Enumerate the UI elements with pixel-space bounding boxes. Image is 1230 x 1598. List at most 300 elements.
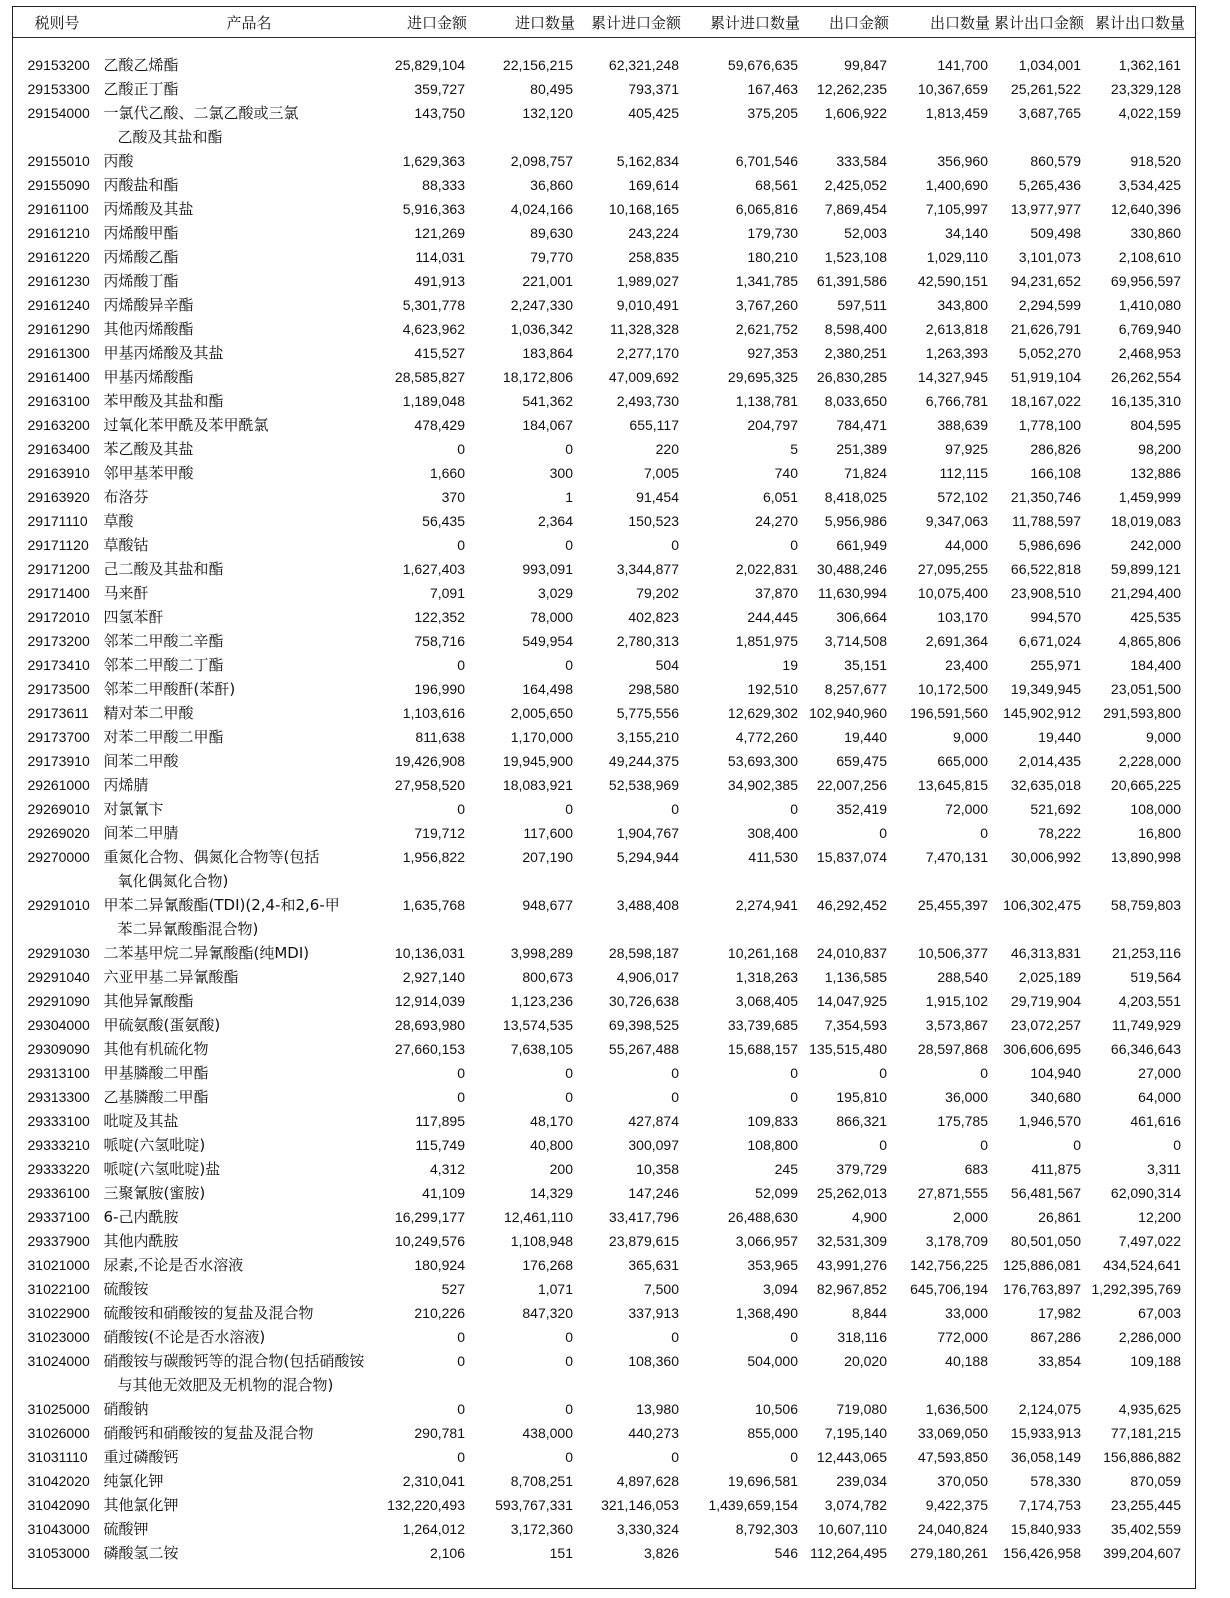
export-value-cell: 26,830,285 <box>816 368 887 385</box>
header-import-value: 进口金额 <box>406 13 467 32</box>
cumulative-import-quantity-cell: 3,068,405 <box>735 992 798 1009</box>
export-value-cell: 333,584 <box>836 152 887 169</box>
cumulative-export-value-cell: 15,933,913 <box>1010 1424 1081 1441</box>
product-name-line: 乙酸及其盐和酯 <box>117 127 223 146</box>
product-name-cell <box>101 341 381 365</box>
product-name-line: 一氯代乙酸、二氯乙酸或三氯 <box>103 103 299 122</box>
import-quantity-cell: 7,638,105 <box>510 1040 573 1057</box>
table-row <box>13 509 1195 533</box>
export-value-cell: 4,900 <box>851 1208 887 1225</box>
import-quantity-cell: 78,000 <box>530 608 573 625</box>
cumulative-import-quantity-cell: 33,739,685 <box>727 1016 798 1033</box>
cumulative-import-value-cell: 150,523 <box>628 512 679 529</box>
import-quantity-cell: 3,172,360 <box>510 1520 573 1537</box>
import-value-cell: 0 <box>457 1064 465 1081</box>
tariff-code-cell: 31042020 <box>27 1472 90 1489</box>
product-name-cell <box>101 773 381 797</box>
export-quantity-cell: 370,050 <box>937 1472 988 1489</box>
cumulative-export-value-cell: 21,350,746 <box>1010 488 1081 505</box>
cumulative-export-quantity-cell: 6,769,940 <box>1118 320 1181 337</box>
import-value-cell: 25,829,104 <box>394 56 465 73</box>
export-quantity-cell: 10,367,659 <box>917 80 988 97</box>
cumulative-import-value-cell: 7,005 <box>643 464 679 481</box>
cumulative-import-quantity-cell: 3,094 <box>762 1280 798 1297</box>
cumulative-export-value-cell: 80,501,050 <box>1010 1232 1081 1249</box>
tariff-code-cell: 29161240 <box>27 296 90 313</box>
import-quantity-cell: 2,098,757 <box>510 152 573 169</box>
product-name-cell <box>101 893 381 941</box>
cumulative-export-value-cell: 521,692 <box>1030 800 1081 817</box>
tariff-code-cell: 29291090 <box>27 992 90 1009</box>
cumulative-export-value-cell: 56,481,567 <box>1010 1184 1081 1201</box>
cumulative-import-value-cell: 427,874 <box>628 1112 679 1129</box>
export-quantity-cell: 2,613,818 <box>925 320 988 337</box>
header-cumulative-import-value: 累计进口金额 <box>590 13 681 32</box>
product-name-line: 马来酐 <box>103 583 149 602</box>
table-row <box>13 941 1195 965</box>
cumulative-export-quantity-cell: 4,935,625 <box>1118 1400 1181 1417</box>
cumulative-import-value-cell: 300,097 <box>628 1136 679 1153</box>
export-quantity-cell: 25,455,397 <box>917 896 988 913</box>
import-value-cell: 1,956,822 <box>402 848 465 865</box>
cumulative-import-quantity-cell: 0 <box>790 800 798 817</box>
cumulative-export-value-cell: 23,908,510 <box>1010 584 1081 601</box>
cumulative-export-quantity-cell: 425,535 <box>1130 608 1181 625</box>
cumulative-import-value-cell: 0 <box>671 1064 679 1081</box>
cumulative-export-quantity-cell: 918,520 <box>1130 152 1181 169</box>
export-quantity-cell: 1,636,500 <box>925 1400 988 1417</box>
export-quantity-cell: 2,691,364 <box>925 632 988 649</box>
cumulative-import-quantity-cell: 15,688,157 <box>727 1040 798 1057</box>
product-name-line: 纯氯化钾 <box>103 1471 164 1490</box>
import-quantity-cell: 176,268 <box>522 1256 573 1273</box>
cumulative-export-quantity-cell: 62,090,314 <box>1110 1184 1181 1201</box>
cumulative-export-quantity-cell: 519,564 <box>1130 968 1181 985</box>
product-name-line: 草酸钴 <box>103 535 149 554</box>
cumulative-export-value-cell: 994,570 <box>1030 608 1081 625</box>
export-value-cell: 3,714,508 <box>824 632 887 649</box>
product-name-line: 邻苯二甲酸酐(苯酐) <box>103 679 236 698</box>
import-value-cell: 4,312 <box>429 1160 465 1177</box>
export-quantity-cell: 9,347,063 <box>925 512 988 529</box>
export-quantity-cell: 772,000 <box>937 1328 988 1345</box>
import-quantity-cell: 200 <box>549 1160 573 1177</box>
export-value-cell: 8,257,677 <box>824 680 887 697</box>
product-name-line: 丙烯酸丁酯 <box>103 271 179 290</box>
product-name-line: 6-己内酰胺 <box>103 1207 179 1226</box>
table-row <box>13 1013 1195 1037</box>
cumulative-import-quantity-cell: 0 <box>790 1328 798 1345</box>
export-value-cell: 661,949 <box>836 536 887 553</box>
export-value-cell: 10,607,110 <box>817 1520 887 1537</box>
export-quantity-cell: 343,800 <box>937 296 988 313</box>
import-quantity-cell: 12,461,110 <box>503 1208 573 1225</box>
table-row <box>13 1157 1195 1181</box>
cumulative-export-value-cell: 509,498 <box>1030 224 1081 241</box>
cumulative-import-value-cell: 23,879,615 <box>608 1232 679 1249</box>
cumulative-export-value-cell: 6,671,024 <box>1018 632 1081 649</box>
table-row <box>13 1493 1195 1517</box>
cumulative-export-quantity-cell: 2,468,953 <box>1118 344 1181 361</box>
import-value-cell: 527 <box>441 1280 465 1297</box>
cumulative-export-quantity-cell: 1,362,161 <box>1118 56 1181 73</box>
product-name-line: 间苯二甲酸 <box>103 751 179 770</box>
cumulative-export-quantity-cell: 69,956,597 <box>1110 272 1181 289</box>
cumulative-export-value-cell: 32,635,018 <box>1010 776 1081 793</box>
tariff-code-cell: 31053000 <box>27 1544 90 1561</box>
cumulative-import-quantity-cell: 2,274,941 <box>735 896 798 913</box>
cumulative-export-quantity-cell: 20,665,225 <box>1110 776 1181 793</box>
import-quantity-cell: 948,677 <box>522 896 573 913</box>
export-value-cell: 0 <box>879 1064 887 1081</box>
cumulative-export-value-cell: 860,579 <box>1030 152 1081 169</box>
table-row <box>13 1469 1195 1493</box>
table-row <box>13 1517 1195 1541</box>
export-quantity-cell: 141,700 <box>937 56 988 73</box>
table-row <box>13 1229 1195 1253</box>
import-value-cell: 2,310,041 <box>402 1472 465 1489</box>
table-row <box>13 797 1195 821</box>
export-quantity-cell: 112,115 <box>939 464 988 481</box>
cumulative-export-value-cell: 2,025,189 <box>1018 968 1081 985</box>
cumulative-export-value-cell: 0 <box>1073 1136 1081 1153</box>
export-quantity-cell: 14,327,945 <box>917 368 988 385</box>
import-quantity-cell: 0 <box>565 1352 573 1369</box>
export-value-cell: 52,003 <box>844 224 887 241</box>
tariff-code-cell: 29161100 <box>27 200 89 217</box>
table-row <box>13 701 1195 725</box>
import-quantity-cell: 2,005,650 <box>510 704 573 721</box>
import-value-cell: 491,913 <box>414 272 465 289</box>
cumulative-export-value-cell: 15,840,933 <box>1010 1520 1081 1537</box>
import-value-cell: 1,660 <box>429 464 465 481</box>
tariff-code-cell: 29153300 <box>27 80 90 97</box>
cumulative-export-value-cell: 13,977,977 <box>1010 200 1081 217</box>
import-value-cell: 56,435 <box>422 512 465 529</box>
import-value-cell: 115,749 <box>415 1136 465 1153</box>
cumulative-export-value-cell: 19,349,945 <box>1010 680 1081 697</box>
export-value-cell: 12,443,065 <box>816 1448 887 1465</box>
tariff-code-cell: 29163910 <box>27 464 90 481</box>
cumulative-export-value-cell: 156,426,958 <box>1003 1544 1081 1561</box>
cumulative-import-quantity-cell: 0 <box>790 536 798 553</box>
product-name-line: 丙酸盐和酯 <box>103 175 179 194</box>
cumulative-export-quantity-cell: 4,022,159 <box>1118 104 1181 121</box>
cumulative-import-quantity-cell: 375,205 <box>747 104 798 121</box>
cumulative-export-value-cell: 18,167,022 <box>1010 392 1081 409</box>
export-value-cell: 22,007,256 <box>816 776 887 793</box>
cumulative-export-value-cell: 21,626,791 <box>1010 320 1081 337</box>
product-name-cell <box>101 437 381 461</box>
table-row <box>13 677 1195 701</box>
export-value-cell: 659,475 <box>836 752 887 769</box>
product-name-line: 四氢苯酐 <box>103 607 164 626</box>
table-row <box>13 365 1195 389</box>
cumulative-export-value-cell: 66,522,818 <box>1010 560 1081 577</box>
import-quantity-cell: 1,071 <box>537 1280 573 1297</box>
product-name-line: 重过磷酸钙 <box>103 1447 179 1466</box>
product-name-line: 其他内酰胺 <box>103 1231 179 1250</box>
product-name-cell <box>101 317 381 341</box>
tariff-code-cell: 29261000 <box>27 776 90 793</box>
table-row <box>13 245 1195 269</box>
table-row <box>13 989 1195 1013</box>
export-quantity-cell: 196,591,560 <box>910 704 988 721</box>
import-value-cell: 122,352 <box>414 608 465 625</box>
cumulative-export-quantity-cell: 291,593,800 <box>1103 704 1181 721</box>
export-value-cell: 1,523,108 <box>824 248 887 265</box>
export-quantity-cell: 24,040,824 <box>917 1520 988 1537</box>
import-quantity-cell: 3,029 <box>537 584 573 601</box>
import-quantity-cell: 0 <box>565 1328 573 1345</box>
cumulative-import-value-cell: 108,360 <box>628 1352 679 1369</box>
export-value-cell: 597,511 <box>837 296 887 313</box>
export-value-cell: 0 <box>879 824 887 841</box>
export-quantity-cell: 34,140 <box>945 224 988 241</box>
product-name-line: 对氯氰卞 <box>103 799 164 818</box>
cumulative-export-value-cell: 30,006,992 <box>1010 848 1081 865</box>
cumulative-import-quantity-cell: 59,676,635 <box>727 56 798 73</box>
import-value-cell: 5,301,778 <box>402 296 465 313</box>
cumulative-import-value-cell: 655,117 <box>629 416 679 433</box>
tariff-code-cell: 31025000 <box>27 1400 90 1417</box>
product-name-line: 丙烯酸异辛酯 <box>103 295 194 314</box>
cumulative-import-quantity-cell: 24,270 <box>755 512 798 529</box>
cumulative-export-quantity-cell: 242,000 <box>1130 536 1181 553</box>
cumulative-import-quantity-cell: 204,797 <box>747 416 798 433</box>
import-quantity-cell: 80,495 <box>530 80 573 97</box>
product-name-line: 哌啶(六氢吡啶) <box>103 1135 206 1154</box>
tariff-code-cell: 31022100 <box>27 1280 90 1297</box>
cumulative-import-quantity-cell: 546 <box>774 1544 798 1561</box>
cumulative-import-quantity-cell: 3,066,957 <box>735 1232 798 1249</box>
product-name-cell <box>101 149 381 173</box>
product-name-cell <box>101 1229 381 1253</box>
product-name-cell <box>101 725 381 749</box>
cumulative-import-value-cell: 793,371 <box>628 80 679 97</box>
table-row <box>13 221 1195 245</box>
cumulative-export-value-cell: 11,788,597 <box>1011 512 1081 529</box>
product-name-cell <box>101 1013 381 1037</box>
tariff-code-cell: 29163920 <box>27 488 90 505</box>
tariff-code-cell: 29336100 <box>27 1184 90 1201</box>
import-quantity-cell: 22,156,215 <box>502 56 573 73</box>
product-name-line: 草酸 <box>103 511 134 530</box>
import-quantity-cell: 14,329 <box>530 1184 573 1201</box>
table-row <box>13 53 1195 77</box>
product-name-cell <box>101 1493 381 1517</box>
product-name-line: 哌啶(六氢吡啶)盐 <box>103 1159 221 1178</box>
product-name-cell <box>101 605 381 629</box>
cumulative-export-value-cell: 306,606,695 <box>1003 1040 1081 1057</box>
export-value-cell: 25,262,013 <box>816 1184 887 1201</box>
import-quantity-cell: 300 <box>549 464 573 481</box>
cumulative-export-value-cell: 36,058,149 <box>1010 1448 1081 1465</box>
tariff-code-cell: 29173410 <box>27 656 90 673</box>
export-quantity-cell: 1,813,459 <box>925 104 988 121</box>
import-quantity-cell: 13,574,535 <box>502 1016 573 1033</box>
product-name-line: 重氮化合物、偶氮化合物等(包括 <box>103 847 320 866</box>
cumulative-export-value-cell: 78,222 <box>1038 824 1081 841</box>
table-row <box>13 101 1195 149</box>
cumulative-import-value-cell: 0 <box>671 1448 679 1465</box>
cumulative-import-value-cell: 5,775,556 <box>616 704 679 721</box>
export-value-cell: 7,869,454 <box>824 200 887 217</box>
table-row <box>13 461 1195 485</box>
cumulative-export-quantity-cell: 66,346,643 <box>1110 1040 1181 1057</box>
import-value-cell: 1,189,048 <box>402 392 465 409</box>
cumulative-import-quantity-cell: 740 <box>774 464 798 481</box>
export-quantity-cell: 175,785 <box>937 1112 988 1129</box>
import-quantity-cell: 19,945,900 <box>502 752 573 769</box>
import-quantity-cell: 117,600 <box>523 824 573 841</box>
cumulative-import-quantity-cell: 167,463 <box>747 80 798 97</box>
table-row <box>13 725 1195 749</box>
cumulative-import-value-cell: 55,267,488 <box>608 1040 679 1057</box>
product-name-cell <box>101 821 381 845</box>
import-value-cell: 478,429 <box>414 416 465 433</box>
import-quantity-cell: 0 <box>565 1400 573 1417</box>
cumulative-import-value-cell: 3,826 <box>643 1544 679 1561</box>
cumulative-import-quantity-cell: 12,629,302 <box>727 704 798 721</box>
cumulative-export-value-cell: 25,261,522 <box>1010 80 1081 97</box>
product-name-cell <box>101 101 381 149</box>
export-value-cell: 866,321 <box>836 1112 887 1129</box>
cumulative-import-value-cell: 62,321,248 <box>608 56 679 73</box>
import-quantity-cell: 541,362 <box>522 392 573 409</box>
cumulative-export-quantity-cell: 108,000 <box>1130 800 1181 817</box>
import-quantity-cell: 151 <box>549 1544 573 1561</box>
cumulative-import-quantity-cell: 244,445 <box>747 608 798 625</box>
cumulative-import-quantity-cell: 3,767,260 <box>735 296 798 313</box>
tariff-code-cell: 29154000 <box>27 104 90 121</box>
product-name-line: 硝酸铵与碳酸钙等的混合物(包括硝酸铵 <box>103 1351 365 1370</box>
import-value-cell: 0 <box>457 656 465 673</box>
export-quantity-cell: 3,573,867 <box>925 1016 988 1033</box>
export-quantity-cell: 1,029,110 <box>926 248 988 265</box>
product-name-line: 其他氯化钾 <box>103 1495 179 1514</box>
tariff-code-cell: 31024000 <box>27 1352 90 1369</box>
cumulative-import-quantity-cell: 1,138,781 <box>735 392 798 409</box>
product-name-line: 丙酸 <box>103 151 134 170</box>
import-value-cell: 7,091 <box>429 584 465 601</box>
import-quantity-cell: 0 <box>565 1064 573 1081</box>
product-name-line: 三聚氰胺(蜜胺) <box>103 1183 206 1202</box>
cumulative-export-value-cell: 2,014,435 <box>1018 752 1081 769</box>
product-name-cell <box>101 1157 381 1181</box>
import-quantity-cell: 438,000 <box>522 1424 573 1441</box>
product-name-cell <box>101 389 381 413</box>
tariff-code-cell: 31042090 <box>27 1496 90 1513</box>
cumulative-import-value-cell: 7,500 <box>643 1280 679 1297</box>
export-quantity-cell: 0 <box>980 824 988 841</box>
product-name-cell <box>101 581 381 605</box>
import-value-cell: 19,426,908 <box>394 752 465 769</box>
cumulative-export-value-cell: 145,902,912 <box>1003 704 1081 721</box>
cumulative-import-value-cell: 0 <box>671 536 679 553</box>
cumulative-import-quantity-cell: 179,730 <box>747 224 798 241</box>
import-value-cell: 12,914,039 <box>394 992 465 1009</box>
import-value-cell: 0 <box>457 1328 465 1345</box>
export-value-cell: 5,956,986 <box>824 512 887 529</box>
export-value-cell: 8,844 <box>851 1304 887 1321</box>
header-cumulative-import-quantity: 累计进口数量 <box>709 13 800 32</box>
header-export-quantity: 出口数量 <box>929 13 990 32</box>
export-value-cell: 195,810 <box>836 1088 887 1105</box>
export-quantity-cell: 6,766,781 <box>925 392 988 409</box>
table-header <box>13 7 1195 38</box>
import-quantity-cell: 1,170,000 <box>510 728 573 745</box>
tariff-code-cell: 29337100 <box>27 1208 90 1225</box>
cumulative-import-quantity-cell: 2,022,831 <box>735 560 798 577</box>
cumulative-export-quantity-cell: 4,203,551 <box>1118 992 1181 1009</box>
cumulative-export-quantity-cell: 23,255,445 <box>1110 1496 1181 1513</box>
cumulative-import-value-cell: 2,780,313 <box>616 632 679 649</box>
cumulative-export-value-cell: 3,101,073 <box>1018 248 1081 265</box>
cumulative-import-value-cell: 91,454 <box>636 488 679 505</box>
cumulative-import-value-cell: 405,425 <box>628 104 679 121</box>
export-quantity-cell: 28,597,868 <box>917 1040 988 1057</box>
product-name-line: 硫酸钾 <box>103 1519 149 1538</box>
tariff-code-cell: 29291010 <box>27 896 90 913</box>
cumulative-import-quantity-cell: 26,488,630 <box>727 1208 798 1225</box>
cumulative-import-value-cell: 321,146,053 <box>601 1496 679 1513</box>
import-quantity-cell: 183,864 <box>522 344 573 361</box>
product-name-cell <box>101 965 381 989</box>
export-value-cell: 61,391,586 <box>816 272 887 289</box>
export-quantity-cell: 27,095,255 <box>917 560 988 577</box>
export-value-cell: 318,116 <box>837 1328 887 1345</box>
product-name-line: 与其他无效肥及无机物的混合物) <box>117 1375 334 1394</box>
table-row <box>13 605 1195 629</box>
export-value-cell: 0 <box>879 1136 887 1153</box>
cumulative-export-quantity-cell: 1,459,999 <box>1118 488 1181 505</box>
cumulative-export-value-cell: 19,440 <box>1038 728 1081 745</box>
cumulative-export-value-cell: 125,886,081 <box>1003 1256 1081 1273</box>
cumulative-export-value-cell: 2,294,599 <box>1018 296 1081 313</box>
product-name-line: 苯乙酸及其盐 <box>103 439 194 458</box>
cumulative-import-quantity-cell: 245 <box>774 1160 798 1177</box>
cumulative-export-quantity-cell: 109,188 <box>1130 1352 1181 1369</box>
export-value-cell: 43,991,276 <box>816 1256 887 1273</box>
cumulative-export-value-cell: 106,302,475 <box>1003 896 1081 913</box>
cumulative-import-quantity-cell: 10,506 <box>755 1400 798 1417</box>
export-value-cell: 19,440 <box>844 728 887 745</box>
import-quantity-cell: 18,083,921 <box>502 776 573 793</box>
cumulative-export-value-cell: 2,124,075 <box>1018 1400 1081 1417</box>
cumulative-import-value-cell: 10,168,165 <box>608 200 679 217</box>
import-quantity-cell: 1 <box>565 488 573 505</box>
tariff-code-cell: 29333210 <box>27 1136 90 1153</box>
table-row <box>13 485 1195 509</box>
cumulative-import-value-cell: 258,835 <box>628 248 679 265</box>
product-name-line: 硝酸钙和硝酸铵的复盐及混合物 <box>103 1423 314 1442</box>
product-name-line: 甲基膦酸二甲酯 <box>103 1063 209 1082</box>
product-name-cell <box>101 1325 381 1349</box>
cumulative-import-value-cell: 0 <box>671 800 679 817</box>
cumulative-import-quantity-cell: 19 <box>782 656 798 673</box>
tariff-code-cell: 29269020 <box>27 824 90 841</box>
export-quantity-cell: 40,188 <box>945 1352 988 1369</box>
import-quantity-cell: 993,091 <box>522 560 573 577</box>
tariff-code-cell: 29161230 <box>27 272 90 289</box>
table-row <box>13 1421 1195 1445</box>
import-quantity-cell: 89,630 <box>530 224 573 241</box>
tariff-code-cell: 29171400 <box>27 584 90 601</box>
import-value-cell: 10,136,031 <box>394 944 465 961</box>
product-name-line: 甲基丙烯酸酯 <box>103 367 194 386</box>
product-name-line: 六亚甲基二异氰酸酯 <box>103 967 239 986</box>
